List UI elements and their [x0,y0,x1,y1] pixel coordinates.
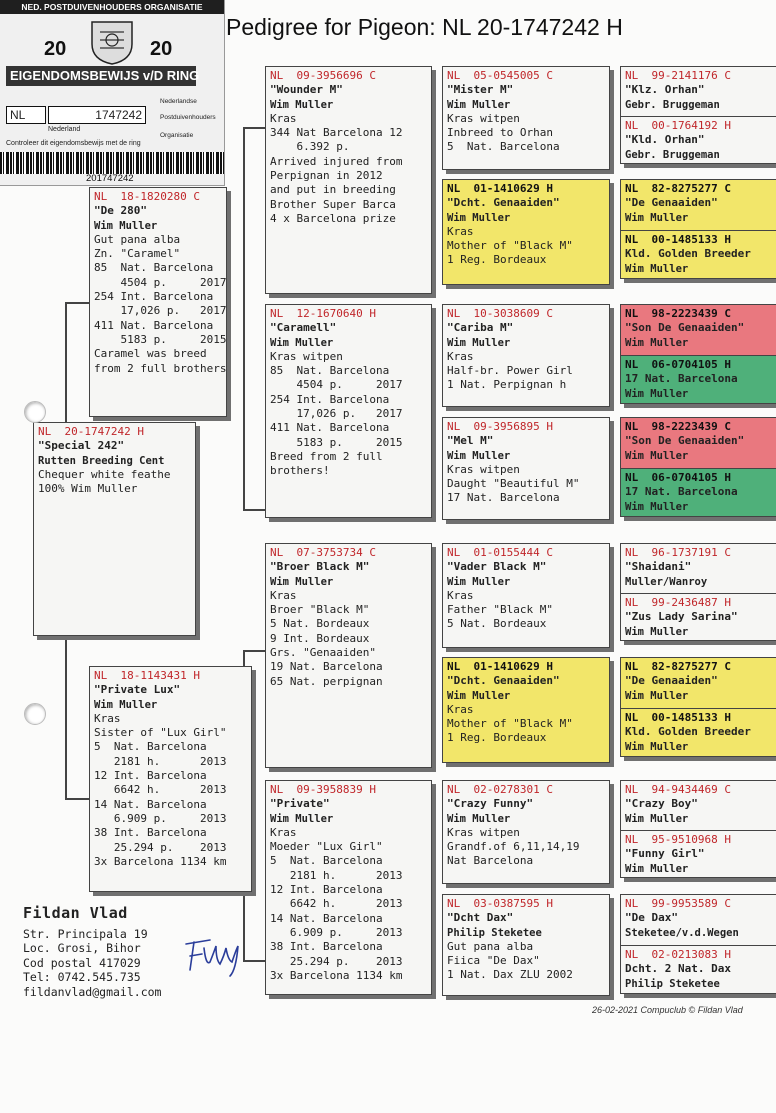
info-line: 5 Nat. Bordeaux [447,617,547,631]
breeder: Wim Muller [270,575,334,588]
ring-id: NL 98-2223439 C [625,420,731,433]
page-title: Pedigree for Pigeon: NL 20-1747242 H [226,14,623,40]
ring-id: NL 99-2436487 H [625,596,731,609]
pedigree-card-dsd[interactable] [442,657,610,763]
info-line: 254 Int. Barcelona [94,290,214,304]
info-line: 5183 p. 2015 [94,332,227,346]
info-line: 1 Nat. Perpignan h [447,378,567,392]
breeder: Wim Muller [270,812,334,825]
info-line: from 2 full brothers [94,361,227,375]
breeder: Rutten Breeding Cent [38,454,165,467]
info-line: 38 Int. Barcelona [94,826,207,840]
breeder: Philip Steketee [625,977,720,990]
info-line: 85 Nat. Barcelona [270,364,390,378]
pigeon-name: "Wounder M" [270,83,343,97]
info-line: 85 Nat. Barcelona [94,261,214,275]
info-line: 1 Reg. Bordeaux [447,731,547,745]
info-line: Kras [270,111,297,125]
pedigree-card-gen4-pair[interactable] [620,543,776,641]
breeder: Wim Muller [447,812,511,825]
breeder: Philip Steketee [447,926,542,939]
pedigree-card-sss[interactable] [442,66,610,170]
pedigree-card-sire[interactable] [89,187,227,417]
info-line: Kras [447,349,474,363]
pedigree-card-gen4-pair[interactable] [620,179,776,279]
info-line: 25.294 p. 2013 [270,954,403,968]
info-line: Moeder "Lux Girl" [270,840,383,854]
ring-ownership-sticker [0,0,225,186]
pigeon-name: "Zus Lady Sarina" [625,610,738,624]
ring-id: NL 03-0387595 H [447,897,553,910]
ring-id: NL 95-9510968 H [625,833,731,846]
info-line: 9 Int. Bordeaux [270,631,370,645]
breeder: Wim Muller [625,387,689,400]
ring-id: NL 02-0278301 C [447,783,553,796]
info-line: 100% Wim Muller [38,482,138,496]
ring-id: NL 18-1143431 H [94,669,200,682]
info-line: Kras [447,588,474,602]
sticker-ring-number: 1747242 [48,106,146,124]
connector [65,798,89,800]
ring-id: NL 05-0545005 C [447,69,553,82]
pigeon-name: "Cariba M" [447,321,514,335]
info-line: Perpignan in 2012 [270,169,383,183]
ring-id: NL 98-2223439 C [625,307,731,320]
info-line: Mother of "Black M" [447,717,573,731]
breeder: Wim Muller [270,98,334,111]
pigeon-name: "Crazy Funny" [447,797,534,811]
info-line: 3x Barcelona 1134 km [270,968,403,982]
info-line: Kras [94,711,121,725]
ring-id: NL 01-0155444 C [447,546,553,559]
pigeon-name: "Son De Genaaiden" [625,434,745,448]
breeder: Muller/Wanroy [625,575,708,588]
info-line: Grs. "Genaaiden" [270,646,376,660]
pigeon-name: "Crazy Boy" [625,797,698,811]
ring-id: NL 07-3753734 C [270,546,376,559]
pigeon-name: "De 280" [94,204,147,218]
pedigree-card-dam-sire[interactable] [265,543,432,768]
pigeon-name: "De Genaaiden" [625,674,718,688]
pigeon-name: "Private Lux" [94,683,181,697]
info-line: 25.294 p. 2013 [94,840,227,854]
ring-id: NL 82-8275277 C [625,660,731,673]
pigeon-name: "Vader Black M" [447,560,547,574]
owner-info [23,906,161,999]
ring-id: NL 99-9953589 C [625,897,731,910]
info-line: 6.909 p. 2013 [270,925,403,939]
pigeon-name: "Dcht. Genaaiden" [447,196,560,210]
sticker-org: NED. POSTDUIVENHOUDERS ORGANISATIE [0,0,224,14]
info-line: Fiica "De Dax" [447,954,540,968]
breeder: Wim Muller [625,500,689,513]
ring-id: NL 20-1747242 H [38,425,144,438]
breeder: Wim Muller [447,336,511,349]
info-line: Mother of "Black M" [447,239,573,253]
connector [65,638,67,798]
info-line: 6642 h. 2013 [94,783,227,797]
info-line: 12 Int. Barcelona [94,769,207,783]
info-line: 411 Nat. Barcelona [94,318,214,332]
pigeon-name: "Caramell" [270,321,337,335]
info-line: 17,026 p. 2017 [270,407,403,421]
sticker-country-code: NL [6,106,46,124]
breeder: Wim Muller [625,449,689,462]
ring-id: NL 94-9434469 C [625,783,731,796]
info-line: Zn. "Caramel" [94,247,181,261]
ring-id: NL 96-1737191 C [625,546,731,559]
breeder: Gebr. Bruggeman [625,148,720,161]
breeder: Wim Muller [625,262,689,275]
info-line: Brother Super Barca [270,197,396,211]
breeder: Wim Muller [625,336,689,349]
info-line: Nat Barcelona [447,854,534,868]
pedigree-card-dam-dam[interactable] [265,780,432,995]
connector [243,509,265,511]
pedigree-card-gen4-pair[interactable] [620,66,776,164]
info-line: Inbreed to Orhan [447,126,553,140]
info-line: Kras witpen [447,462,520,476]
info-line: Kras [447,224,474,238]
connector [65,302,67,422]
ring-id: NL 01-1410629 H [447,182,553,195]
info-line: Grandf.of 6,11,14,19 [447,840,580,854]
info-line: 5183 p. 2015 [270,435,403,449]
pedigree-card-gen4-pair[interactable] [620,417,776,517]
info-line: Kras witpen [447,111,520,125]
connector [65,302,89,304]
info-line: 3x Barcelona 1134 km [94,854,227,868]
info-line: Half-br. Power Girl [447,364,573,378]
pigeon-name: "Kld. Orhan" [625,133,705,147]
pigeon-name: Dcht. 2 Nat. Dax [625,962,731,976]
pedigree-card-sire-sire[interactable] [265,66,432,294]
pigeon-name: 17 Nat. Barcelona [625,485,738,499]
info-line: 6642 h. 2013 [270,897,403,911]
breeder: Steketee/v.d.Wegen [625,926,739,939]
pigeon-name: "Special 242" [38,439,125,453]
info-line: Kras witpen [270,349,343,363]
info-line: 17,026 p. 2017 [94,304,227,318]
owner-line: Cod postal 417029 [23,955,141,970]
pedigree-card-gen4-pair[interactable] [620,894,776,994]
ring-id: NL 18-1820280 C [94,190,200,203]
ring-id: NL 06-0704105 H [625,471,731,484]
info-line: Father "Black M" [447,603,553,617]
info-line: 19 Nat. Barcelona [270,660,383,674]
pedigree-card-sds[interactable] [442,304,610,407]
sticker-year-left: 20 [44,38,67,60]
ring-id: NL 00-1485133 H [625,233,731,246]
info-line: 4 x Barcelona prize [270,211,396,225]
pigeon-name: "Dcht. Genaaiden" [447,674,560,688]
breeder: Wim Muller [625,625,689,638]
pigeon-name: 17 Nat. Barcelona [625,372,738,386]
pigeon-name: Kld. Golden Breeder [625,725,751,739]
pedigree-card-sdd[interactable] [442,417,610,520]
pedigree-card-dds[interactable] [442,780,610,884]
breeder: Wim Muller [625,862,689,875]
ring-id: NL 09-3958839 H [270,783,376,796]
info-line: Gut pana alba [447,939,534,953]
info-line: 38 Int. Barcelona [270,940,383,954]
sticker-barcode-number: 201747242 [86,173,134,184]
info-line: 6.909 p. 2013 [94,811,227,825]
info-line: 1 Nat. Dax ZLU 2002 [447,968,573,982]
punch-hole [24,401,46,423]
breeder: Wim Muller [447,449,511,462]
info-line: Caramel was breed [94,347,207,361]
info-line: Broer "Black M" [270,603,370,617]
barcode [0,152,225,174]
info-line: Breed from 2 full [270,449,383,463]
ring-id: NL 10-3038609 C [447,307,553,320]
pedigree-card-sire-dam[interactable] [265,304,432,518]
signature [180,930,250,980]
owner-line: Loc. Grosi, Bihor [23,941,141,955]
info-line: Arrived injured from [270,154,403,168]
info-line: 5 Nat. Bordeaux [270,617,370,631]
sticker-ring-title: EIGENDOMSBEWIJS v/D RING [6,66,196,86]
ring-id: NL 06-0704105 H [625,358,731,371]
info-line: Daught "Beautiful M" [447,477,580,491]
info-line: 14 Nat. Barcelona [94,797,207,811]
info-line: 2181 h. 2013 [270,868,403,882]
owner-line: Str. Principala 19 [23,926,148,941]
sticker-year-right: 20 [150,38,173,60]
info-line: 5 Nat. Barcelona [270,854,383,868]
info-line: and put in breeding [270,183,396,197]
info-line: 411 Nat. Barcelona [270,421,390,435]
info-line: 1 Reg. Bordeaux [447,253,547,267]
info-line: 12 Int. Barcelona [270,883,383,897]
info-line: Kras [270,825,297,839]
info-line: 5 Nat. Barcelona [447,140,560,154]
owner-name: Fildan Vlad [23,904,128,922]
breeder: Wim Muller [94,698,158,711]
connector [243,650,265,652]
breeder: Wim Muller [625,211,689,224]
ring-id: NL 12-1670640 H [270,307,376,320]
pedigree-card-ssd[interactable] [442,179,610,285]
ring-id: NL 09-3956895 H [447,420,553,433]
pedigree-card-gen4-pair[interactable] [620,657,776,757]
pedigree-card-gen4-pair[interactable] [620,304,776,404]
pigeon-name: "Funny Girl" [625,847,705,861]
info-line: 65 Nat. perpignan [270,674,383,688]
info-line: Kras [447,702,474,716]
sticker-country-name: Nederland [48,126,81,133]
info-line: 6.392 p. [270,140,350,154]
info-line: 14 Nat. Barcelona [270,911,383,925]
info-line: 4504 p. 2017 [270,378,403,392]
sticker-side-3: Organisatie [160,132,194,139]
info-line: 2181 h. 2013 [94,754,227,768]
breeder: Wim Muller [94,219,158,232]
ring-id: NL 09-3956696 C [270,69,376,82]
breeder: Wim Muller [447,575,511,588]
pedigree-card-ddd[interactable] [442,894,610,996]
connector [243,127,265,129]
owner-line: Tel: 0742.545.735 [23,970,141,984]
pigeon-name: "Broer Black M" [270,560,370,574]
pedigree-card-gen4-pair[interactable] [620,780,776,878]
ring-id: NL 99-2141176 C [625,69,731,82]
pigeon-name: "Klz. Orhan" [625,83,705,97]
breeder: Wim Muller [625,689,689,702]
ring-id: NL 82-8275277 C [625,182,731,195]
info-line: 344 Nat Barcelona 12 [270,126,403,140]
info-line: Gut pana alba [94,232,181,246]
pigeon-name: "Private" [270,797,330,811]
pigeon-name: "De Dax" [625,911,678,925]
info-line: 17 Nat. Barcelona [447,491,560,505]
sticker-side-1: Nederlandse [160,98,197,105]
info-line: Chequer white feathe [38,467,171,481]
pigeon-name: "Mel M" [447,434,494,448]
pigeon-name: "Shaidani" [625,560,692,574]
pedigree-card-dam[interactable] [89,666,252,892]
pedigree-card-dss[interactable] [442,543,610,648]
crest-icon [86,18,138,66]
breeder: Wim Muller [447,211,511,224]
ring-id: NL 00-1764192 H [625,119,731,132]
pigeon-name: "Mister M" [447,83,514,97]
info-line: Sister of "Lux Girl" [94,726,227,740]
punch-hole [24,703,46,725]
info-line: 5 Nat. Barcelona [94,740,207,754]
ring-id: NL 00-1485133 H [625,711,731,724]
sticker-control-text: Controleer dit eigendomsbewijs met de ring [6,140,141,147]
breeder: Gebr. Bruggeman [625,98,720,111]
pigeon-name: Kld. Golden Breeder [625,247,751,261]
breeder: Wim Muller [447,689,511,702]
info-line: 254 Int. Barcelona [270,392,390,406]
breeder: Wim Muller [625,740,689,753]
pigeon-name: "Dcht Dax" [447,911,514,925]
breeder: Wim Muller [270,336,334,349]
info-line: Kras witpen [447,825,520,839]
info-line: Kras [270,588,297,602]
pigeon-name: "De Genaaiden" [625,196,718,210]
sticker-side-2: Postduivenhouders [160,114,216,121]
connector [243,127,245,510]
breeder: Wim Muller [447,98,511,111]
pigeon-name: "Son De Genaaiden" [625,321,745,335]
info-line: brothers! [270,464,330,478]
footer-credit: 26-02-2021 Compuclub © Fildan Vlad [592,1005,743,1015]
breeder: Wim Muller [625,812,689,825]
ring-id: NL 02-0213083 H [625,948,731,961]
pedigree-card-subject[interactable] [33,422,196,636]
info-line: 4504 p. 2017 [94,275,227,289]
owner-line: fildanvlad@gmail.com [23,984,162,999]
ring-id: NL 01-1410629 H [447,660,553,673]
